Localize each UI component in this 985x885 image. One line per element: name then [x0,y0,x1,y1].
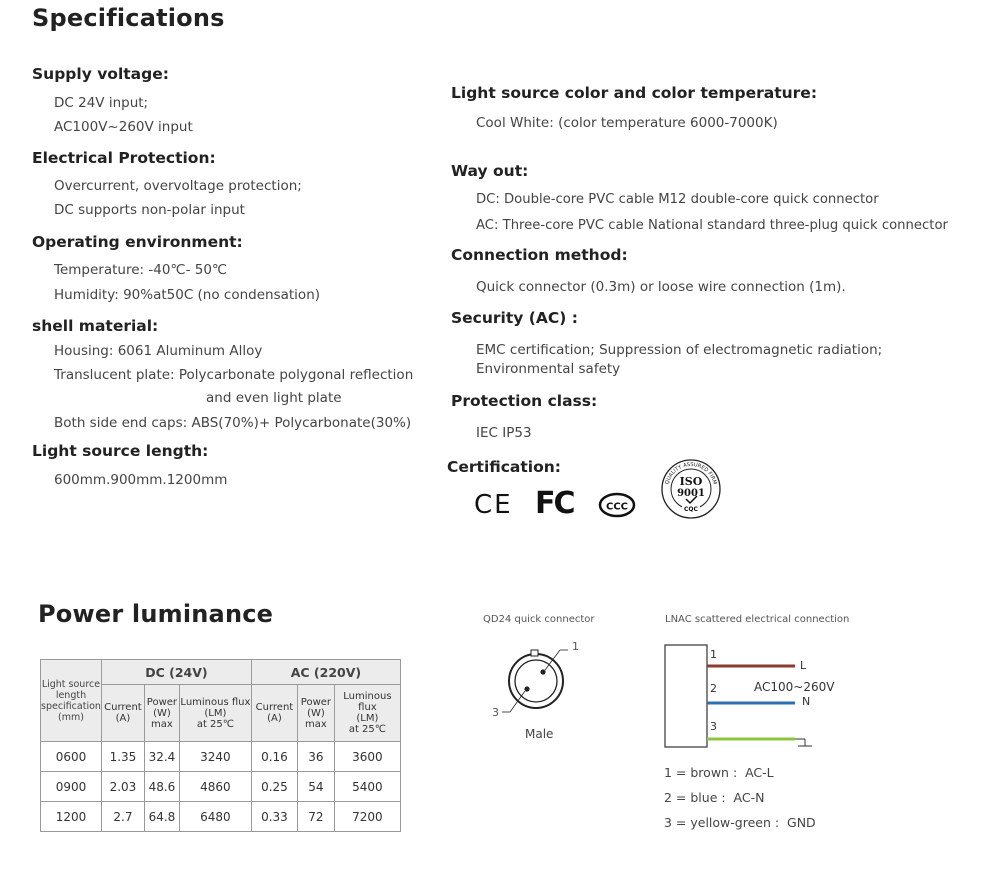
fcc-mark-icon: FC [535,486,574,521]
connector-label: Male [525,727,554,741]
ccc-mark-text: CCC [605,501,629,513]
ac-group-header: AC (220V) [251,660,400,685]
iso-num-text: 9001 [677,488,705,499]
wire-label-n: N [802,695,811,708]
protection-class-line-1: IEC IP53 [476,425,532,441]
power-title: Power luminance [38,600,274,628]
dc-power-header: Power (W) max [144,685,179,742]
electrical-protection-heading: Electrical Protection: [32,149,216,167]
iso-bottom-text: CQC [684,506,698,513]
electrical-protection-line-1: Overcurrent, overvoltage protection; [54,178,302,194]
wiring-title: LNAC scattered electrical connection [665,614,850,625]
wire-label-l: L [800,659,807,672]
ac-flux-header: Luminous flux (LM) at 25℃ [334,685,400,742]
security-heading: Security (AC) : [451,309,578,327]
protection-class-heading: Protection class: [451,392,598,410]
connector-pin-3: 3 [492,706,499,719]
certification-heading: Certification: [447,458,561,476]
connection-method-line-1: Quick connector (0.3m) or loose wire connection (1m). [476,279,846,295]
shell-material-line-4: Both side end caps: ABS(70%)+ Polycarbonate(30%) [54,415,412,431]
connector-pin-1: 1 [572,640,579,653]
ce-mark-icon: CE [474,490,513,520]
shell-material-heading: shell material: [32,317,159,335]
supply-voltage-line-1: DC 24V input; [54,95,149,111]
table-row: 0600 1.35 32.4 3240 0.16 36 3600 [41,742,401,772]
ac-power-header: Power (W) max [297,685,334,742]
table-row: 0900 2.03 48.6 4860 0.25 54 5400 [41,772,401,802]
iso-9001-seal-icon [660,458,722,520]
dc-group-header: DC (24V) [101,660,251,685]
dc-current-header: Current (A) [101,685,144,742]
way-out-heading: Way out: [451,162,529,180]
light-source-length-heading: Light source length: [32,442,209,460]
ac-current-header: Current (A) [251,685,297,742]
wire-number-3: 3 [710,720,717,733]
shell-material-line-1: Housing: 6061 Aluminum Alloy [54,343,263,359]
shell-material-line-2: Translucent plate: Polycarbonate polygonal reflection [54,367,414,383]
ground-symbol-icon [800,729,820,745]
specs-title: Specifications [32,4,225,32]
iso-main-text: ISO [679,475,703,488]
supply-voltage-line-2: AC100V~260V input [54,119,193,135]
security-line-2: Environmental safety [476,361,621,377]
wire-number-1: 1 [710,648,717,661]
wire-number-2: 2 [710,682,717,695]
operating-environment-line-1: Temperature: -40℃- 50℃ [54,262,228,278]
wiring-legend-2: 2 = blue : AC-N [664,790,765,805]
wiring-voltage-label: AC100~260V [754,680,835,694]
power-table [40,659,401,832]
way-out-line-2: AC: Three-core PVC cable National standard three-plug quick connector [476,218,948,233]
connector-title: QD24 quick connector [483,614,595,625]
shell-material-line-3: and even light plate [206,390,342,406]
supply-voltage-heading: Supply voltage: [32,65,169,83]
wiring-legend-3: 3 = yellow-green : GND [664,815,816,830]
dc-flux-header: Luminous flux (LM) at 25℃ [179,685,251,742]
color-temperature-line-1: Cool White: (color temperature 6000-7000K) [476,115,778,131]
light-source-length-line-1: 600mm.900mm.1200mm [54,472,228,488]
way-out-line-1: DC: Double-core PVC cable M12 double-core quick connector [476,192,879,207]
color-temperature-heading: Light source color and color temperature: [451,84,818,102]
iso-ring-text: QUALITY ASSURED FIRM [664,461,718,486]
table-row: 1200 2.7 64.8 6480 0.33 72 7200 [41,802,401,832]
table-corner-header: Light source length specification (mm) [41,660,102,742]
operating-environment-line-2: Humidity: 90%at50C (no condensation) [54,287,321,303]
electrical-protection-line-2: DC supports non-polar input [54,202,245,218]
ccc-mark-icon [598,492,636,518]
operating-environment-heading: Operating environment: [32,233,243,251]
wiring-legend-1: 1 = brown : AC-L [664,765,774,780]
security-line-1: EMC certification; Suppression of electromagnetic radiation; [476,342,883,358]
connection-method-heading: Connection method: [451,246,628,264]
